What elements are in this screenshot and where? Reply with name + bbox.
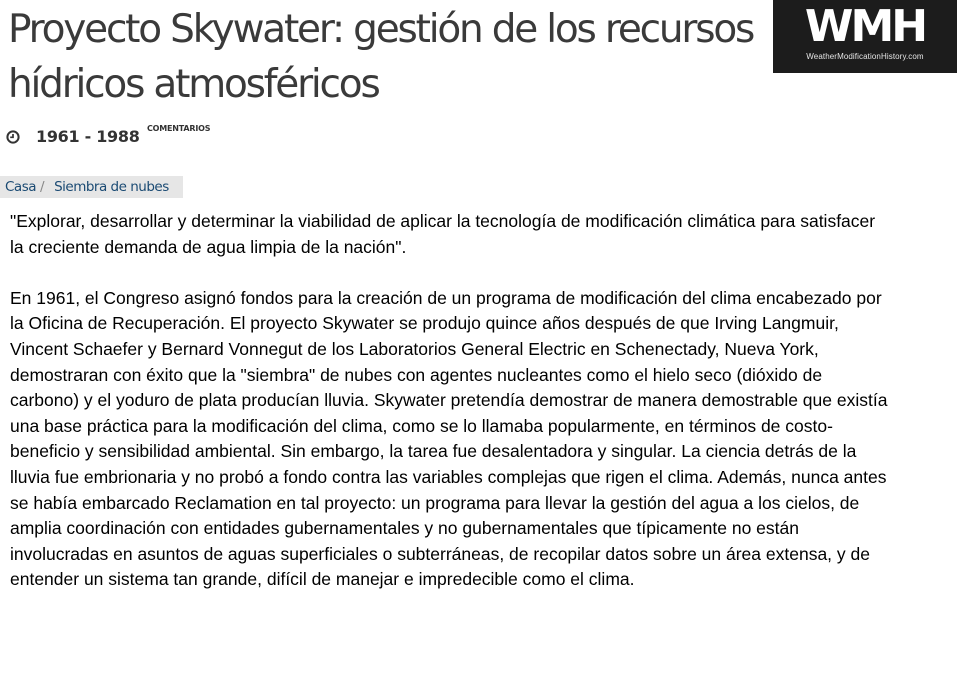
page-title: Proyecto Skywater: gestión de los recursos hídricos atmosféricos [8, 7, 754, 107]
article-paragraph: En 1961, el Congreso asignó fondos para la creación de un programa de modificación del clima encabezado por la Oficina de Recuperación. El proyecto Skywater se produjo quince años después de que Irving Langmuir, Vincent Schaefer y Bernard Vonnegut de los Laboratorios General Electric en Schenectady, Nueva York, demostraran con éxito que la "siembra" de nubes con agentes nucleantes como el hielo seco (dióxido de carbono) y el yoduro de plata producían lluvia. Skywater pretendía demostrar de manera demostrable que existía una base práctica para la modificación del clima, como se lo llamaba popularmente, en términos de costo-beneficio y sensibilidad ambiental. Sin embargo, la tarea fue desalentadora y singular. La ciencia detrás de la lluvia fue embrionaria y no probó a fondo contra las variables complejas que rigen el clima. Además, nunca antes se había embarcado Reclamation en tal proyecto: un programa para llevar la gestión del agua a los cielos, de amplia coordinación con entidades gubernamentales y no gubernamentales que típicamente no están involucradas en asuntos de aguas superficiales o subterráneas, de recopilar datos sobre un área extensa, y de entender un sistema tan grande, difícil de manejar e impredecible como el clima. [10, 287, 888, 590]
breadcrumb [0, 176, 183, 198]
date-range: 1961 - 1988 [36, 127, 140, 146]
clock-icon [6, 130, 20, 144]
breadcrumb-separator: / [40, 179, 45, 195]
site-logo[interactable] [773, 0, 957, 73]
logo-mark: WMH [804, 1, 926, 52]
breadcrumb-home-link[interactable]: Casa [5, 179, 37, 195]
breadcrumb-category-link[interactable]: Siembra de nubes [54, 179, 169, 195]
article-body [10, 209, 890, 619]
article-quote: "Explorar, desarrollar y determinar la viabilidad de aplicar la tecnología de modificación climática para satisfacer la creciente demanda de agua limpia de la nación". [10, 211, 876, 257]
logo-url: WeatherModificationHistory.com [806, 52, 924, 61]
comments-link[interactable]: COMENTARIOS [147, 124, 211, 133]
